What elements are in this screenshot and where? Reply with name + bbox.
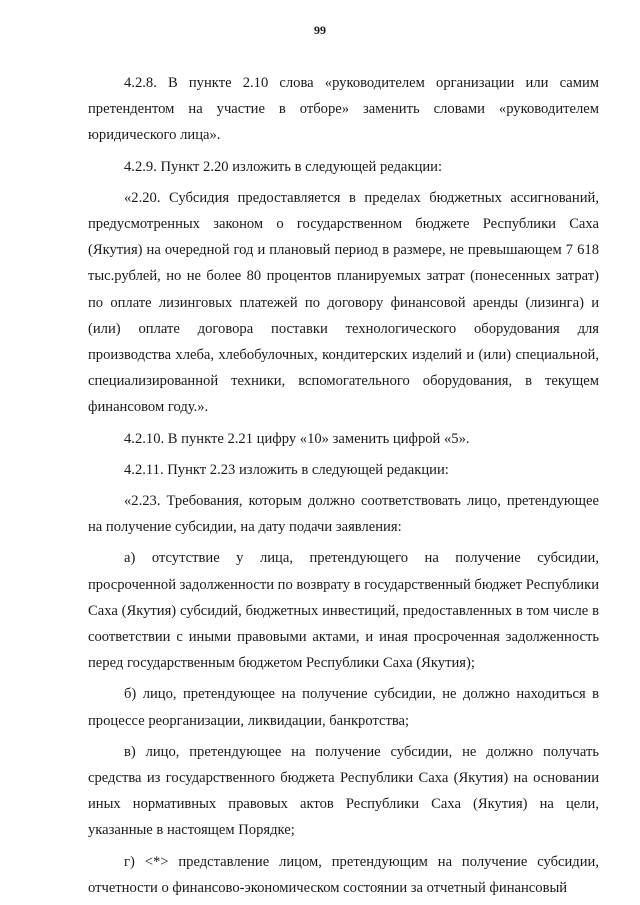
paragraph-4-2-8: 4.2.8. В пункте 2.10 слова «руководителем организации или самим претендентом на участие в отборе» заменить словами «руководителем юридического лица». [88,75,599,144]
paragraph-2-20: «2.20. Субсидия предоставляется в пределах бюджетных ассигнований, предусмотренных законом о государственном бюджете Республики Саха (Якутия) на очередной год и плановый период в размере, не превышающем 7 618 тыс.рублей, но не более 80 процентов планируемых затрат (понесенных затрат) по оплате лизинговых платежей по договору финансовой аренды (лизинга) и (или) оплате договора поставки технологического оборудования для производства хлеба, хлебобулочных, кондитерских изделий и (или) специальной, специализированной техники, вспомогательного оборудования, в текущем финансовом году.». [88,189,599,416]
list-item-v: в) лицо, претендующее на получение субсидии, не должно получать средства из государственного бюджета Республики Саха (Якутия) на основании иных нормативных правовых актов Республики Саха (Якутия) на цели, указанные в настоящем Порядке; [88,743,599,839]
paragraph-4-2-9: 4.2.9. Пункт 2.20 изложить в следующей редакции: [124,158,443,175]
list-item-g: г) <*> представление лицом, претендующим на получение субсидии, отчетности о финансово-экономическом состоянии за отчетный финансовый [88,853,599,896]
paragraph-2-23: «2.23. Требования, которым должно соответствовать лицо, претендующее на получение субсидии, на дату подачи заявления: [88,493,599,536]
list-item-b: б) лицо, претендующее на получение субсидии, не должно находиться в процессе реорганизации, ликвидации, банкротства; [88,686,599,729]
paragraph-4-2-11: 4.2.11. Пункт 2.23 изложить в следующей редакции: [124,461,449,478]
list-item-a: а) отсутствие у лица, претендующего на получение субсидии, просроченной задолженности по возврату в государственный бюджет Республики Саха (Якутия) субсидий, бюджетных инвестиций, предоставленных в том числе в соответствии с иными правовыми актами, и иная просроченная задолженность перед государственным бюджетом Республики Саха (Якутия); [88,550,600,672]
page-number: 99 [314,23,326,37]
paragraph-4-2-10: 4.2.10. В пункте 2.21 цифру «10» заменить цифрой «5». [124,430,470,447]
document-body [88,70,599,901]
